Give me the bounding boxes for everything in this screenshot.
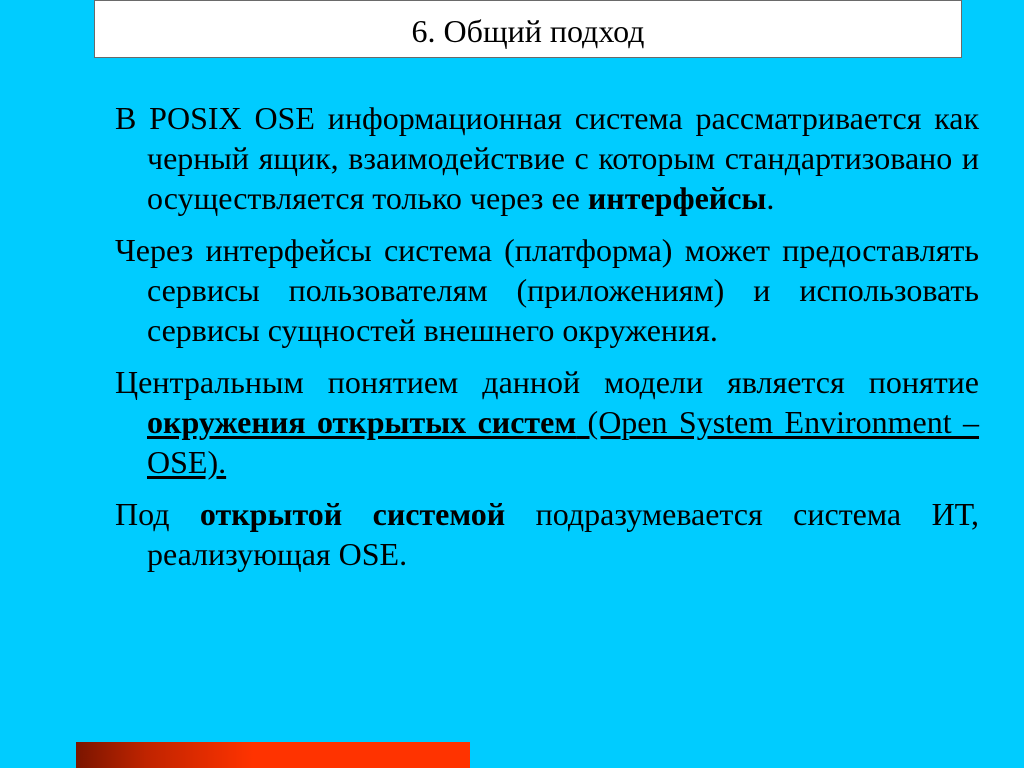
- term-ose: окружения открытых систем: [147, 404, 577, 440]
- paragraph-4-end: подразумевается система ИТ, реализующая OSE.: [147, 496, 980, 572]
- slide-body: [115, 98, 979, 586]
- paragraph-3-text: Центральным понятием данной модели является понятие: [115, 364, 979, 400]
- slide-title: 6. Общий подход: [411, 13, 645, 49]
- paragraph-4-text: Под: [115, 496, 200, 532]
- decorative-bottom-bar: [76, 742, 470, 768]
- ose-english-name: (Open System Environment – OSE).: [147, 404, 980, 480]
- paragraph-3: [115, 362, 979, 482]
- term-interfaces: интерфейсы: [587, 180, 767, 216]
- paragraph-1: [115, 98, 979, 218]
- paragraph-2: [115, 230, 979, 350]
- paragraph-4: [115, 494, 979, 574]
- paragraph-1-text: В POSIX OSE информационная система рассматривается как черный ящик, взаимодействие с которым стандартизовано и осуществляется только через ее: [115, 100, 979, 216]
- paragraph-2-text: Через интерфейсы система (платформа) может предоставлять сервисы пользователям (приложениям) и использовать сервисы сущностей внешнего окружения.: [115, 232, 979, 348]
- term-open-system: открытой системой: [199, 496, 506, 532]
- paragraph-1-end: .: [766, 180, 775, 216]
- slide-title-box: [94, 0, 962, 58]
